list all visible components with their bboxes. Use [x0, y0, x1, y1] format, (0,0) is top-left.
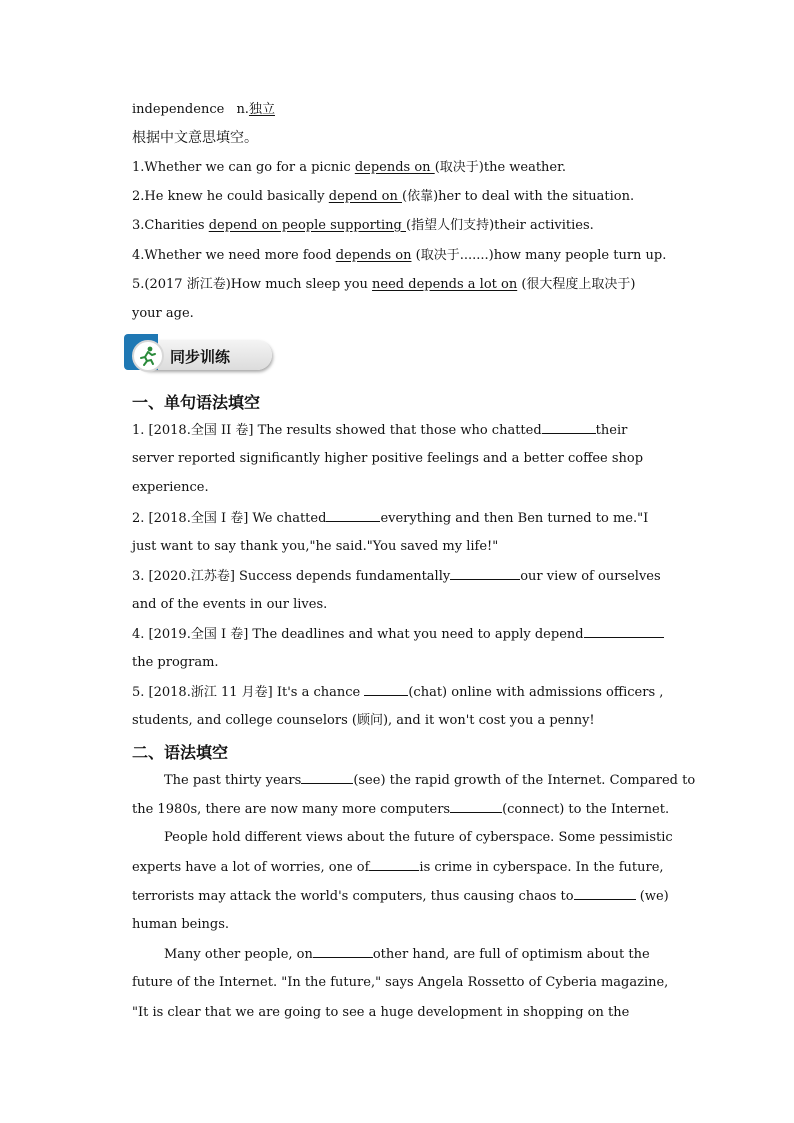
- sync-training-banner: [124, 334, 274, 374]
- vocab-pos: n.: [236, 102, 249, 117]
- item-text: Whether we need more food: [144, 248, 336, 263]
- q2-line-1: [132, 509, 648, 528]
- q4-line-1: [132, 625, 664, 644]
- q4-text: 4. [2019.全国 I 卷] The deadlines and what you need to apply depend: [132, 627, 584, 642]
- q2-blank[interactable]: [326, 509, 380, 522]
- q1-blank[interactable]: [542, 421, 596, 434]
- passage-blank-3[interactable]: [369, 858, 419, 871]
- translation-item-4: [132, 247, 666, 265]
- passage-text: Many other people, on: [164, 947, 313, 962]
- item-answer: depends on: [335, 248, 412, 263]
- item-text-end: the weather.: [483, 160, 567, 175]
- passage-line-8: future of the Internet. "In the future," says Angela Rossetto of Cyberia magazine,: [132, 975, 669, 990]
- item-text: (2017 浙江卷)How much sleep you: [144, 277, 373, 292]
- passage-line-1: [164, 771, 695, 790]
- item-text-end: how many people turn up.: [493, 248, 667, 263]
- passage-line-4: [132, 858, 664, 877]
- translation-item-1: [132, 159, 566, 177]
- item-answer: depend on people supporting: [208, 218, 407, 233]
- q4-blank[interactable]: [584, 625, 664, 638]
- q1-line-1: [132, 421, 627, 440]
- q3-line-2: and of the events in our lives.: [132, 597, 328, 612]
- q2-line-2: just want to say thank you,"he said."You saved my life!": [132, 539, 499, 554]
- passage-text: terrorists may attack the world's computers, thus causing chaos to: [132, 889, 574, 904]
- q2-text: 2. [2018.全国 I 卷] We chatted: [132, 511, 327, 526]
- passage-text-end: (connect) to the Internet.: [502, 802, 670, 817]
- running-person-icon: [132, 340, 164, 372]
- q1-text: 1. [2018.全国 II 卷] The results showed that those who chatted: [132, 423, 542, 438]
- q2-text-end: everything and then Ben turned to me."I: [380, 511, 649, 526]
- item-answer: need depends a lot on: [372, 277, 518, 292]
- item-number: 1.: [132, 160, 145, 175]
- item-text-end: her to deal with the situation.: [438, 189, 635, 204]
- q5-line-1: [132, 683, 663, 702]
- item-number: 5.: [132, 277, 145, 292]
- passage-line-7: [164, 945, 650, 964]
- item-number: 2.: [132, 189, 145, 204]
- q4-line-2: the program.: [132, 655, 219, 670]
- passage-text-end: (see) the rapid growth of the Internet. Compared to: [353, 773, 696, 788]
- q5-text: 5. [2018.浙江 11 月卷] It's a chance: [132, 685, 365, 700]
- passage-line-6: human beings.: [132, 917, 229, 932]
- vocab-line: [132, 101, 275, 119]
- q3-line-1: [132, 567, 661, 586]
- q1-line-3: experience.: [132, 480, 209, 495]
- translation-item-5-cont: your age.: [132, 306, 194, 321]
- item-text: Charities: [144, 218, 209, 233]
- translation-item-3: [132, 217, 594, 235]
- q3-blank[interactable]: [450, 567, 520, 580]
- passage-text-end: other hand, are full of optimism about the: [372, 947, 650, 962]
- banner-label: 同步训练: [170, 348, 231, 366]
- q5-blank[interactable]: [364, 683, 408, 696]
- passage-text-end: (we): [635, 889, 669, 904]
- vocab-meaning: 独立: [248, 102, 275, 117]
- item-answer: depends on: [354, 160, 435, 175]
- passage-blank-2[interactable]: [450, 800, 502, 813]
- passage-text: The past thirty years: [164, 773, 302, 788]
- passage-text: the 1980s, there are now many more computers: [132, 802, 451, 817]
- q3-text: 3. [2020.江苏卷] Success depends fundamentally: [132, 569, 451, 584]
- item-hint: (依靠): [402, 189, 439, 204]
- item-text: He knew he could basically: [144, 189, 329, 204]
- passage-line-3: People hold different views about the future of cyberspace. Some pessimistic: [164, 830, 673, 845]
- instruction: 根据中文意思填空。: [132, 130, 258, 146]
- item-text-end: their activities.: [494, 218, 594, 233]
- item-number: 4.: [132, 248, 145, 263]
- q1-text-end: their: [595, 423, 628, 438]
- item-hint: (很大程度上取决于): [517, 277, 636, 292]
- item-answer: depend on: [328, 189, 402, 204]
- passage-line-5: [132, 887, 669, 906]
- item-text: Whether we can go for a picnic: [144, 160, 355, 175]
- section1-title: 一、单句语法填空: [132, 393, 261, 412]
- q3-text-end: our view of ourselves: [520, 569, 661, 584]
- q5-line-2: students, and college counselors (顾问), and it won't cost you a penny!: [132, 713, 595, 728]
- passage-blank-5[interactable]: [313, 945, 373, 958]
- item-number: 3.: [132, 218, 145, 233]
- passage-line-2: [132, 800, 669, 819]
- q5-text-end: (chat) online with admissions officers ,: [408, 685, 664, 700]
- translation-item-2: [132, 188, 634, 206]
- passage-text: experts have a lot of worries, one of: [132, 860, 370, 875]
- item-hint: (取决于.......): [411, 248, 494, 263]
- passage-blank-4[interactable]: [574, 887, 636, 900]
- vocab-word: independence: [132, 102, 225, 117]
- passage-blank-1[interactable]: [301, 771, 353, 784]
- passage-text-end: is crime in cyberspace. In the future,: [419, 860, 664, 875]
- item-hint: (指望人们支持): [406, 218, 495, 233]
- q1-line-2: server reported significantly higher positive feelings and a better coffee shop: [132, 451, 644, 466]
- section2-title: 二、语法填空: [132, 743, 229, 762]
- item-hint: (取决于): [434, 160, 484, 175]
- passage-line-9: "It is clear that we are going to see a huge development in shopping on the: [132, 1005, 630, 1020]
- translation-item-5: [132, 276, 635, 294]
